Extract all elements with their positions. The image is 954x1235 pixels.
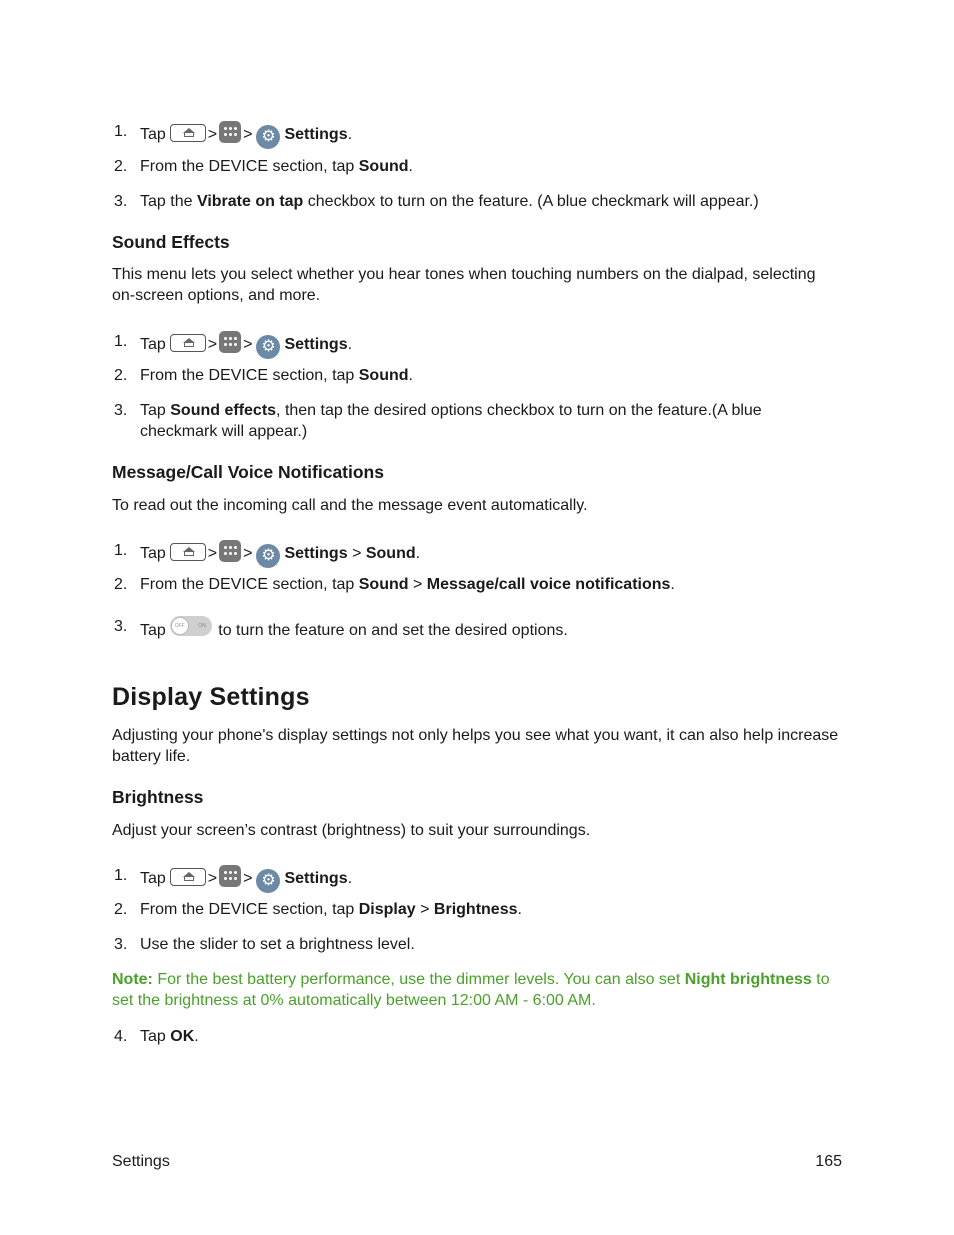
brightness-description: Adjust your screen’s contrast (brightness) to suit your surroundings. [112,822,591,839]
step-number: 1. [114,333,128,350]
step-tap-settings: Tap > > ⚙ Settings. [140,865,840,893]
home-icon [170,543,206,561]
apps-icon [219,540,241,562]
brightness-heading: Brightness [112,787,204,807]
step-number: 1. [114,542,128,559]
step-number: 4. [114,1028,128,1045]
display-settings-description: Adjusting your phone's display settings not only helps you see what you want, it can also help increase battery life. [112,727,839,765]
step-device-sound: From the DEVICE section, tap Sound. [140,158,413,175]
step-number: 2. [114,576,128,593]
apps-icon [219,121,241,143]
note: Note: For the best battery performance, use the dimmer levels. You can also set Night brightness to set the brightness at 0% automatically between 12:00 AM - 6:00 AM. [112,971,830,1009]
home-icon [170,868,206,886]
step-sound-effects: Tap Sound effects, then tap the desired options checkbox to turn on the feature.(A blue checkmark will appear.) [140,402,762,440]
toggle-switch-icon: OFF ON [170,616,212,636]
step-number: 2. [114,901,128,918]
apps-icon [219,865,241,887]
step-tap-settings-sound: Tap > > ⚙ Settings > Sound. [140,540,840,568]
sound-effects-description: This menu lets you select whether you hear tones when touching numbers on the dialpad, selecting on-screen options, and more. [112,266,816,304]
step-vibrate-on-tap: Tap the Vibrate on tap checkbox to turn on the feature. (A blue checkmark will appear.) [140,193,759,210]
step-tap-settings: Tap > > ⚙ Settings. [140,121,840,149]
step-number: 2. [114,158,128,175]
sound-effects-heading: Sound Effects [112,232,230,252]
step-tap-settings: Tap > > ⚙ Settings. [140,331,840,359]
apps-icon [219,331,241,353]
display-settings-heading: Display Settings [112,683,310,711]
step-number: 2. [114,367,128,384]
home-icon [170,334,206,352]
step-number: 1. [114,867,128,884]
settings-gear-icon: ⚙ [256,335,280,359]
settings-gear-icon: ⚙ [256,125,280,149]
footer-page-number: 165 [815,1153,842,1170]
step-toggle-feature: Tap OFF ON to turn the feature on and set the desired options. [140,616,840,641]
step-device-sound: From the DEVICE section, tap Sound. [140,367,413,384]
voice-notifications-heading: Message/Call Voice Notifications [112,462,384,482]
step-device-display-brightness: From the DEVICE section, tap Display > Brightness. [140,901,522,918]
footer-section-name: Settings [112,1153,170,1170]
settings-gear-icon: ⚙ [256,869,280,893]
voice-notifications-description: To read out the incoming call and the message event automatically. [112,497,588,514]
home-icon [170,124,206,142]
step-number: 3. [114,936,128,953]
step-number: 1. [114,123,128,140]
step-tap-ok: Tap OK. [140,1028,199,1045]
step-slider: Use the slider to set a brightness level. [140,936,415,953]
step-number: 3. [114,618,128,635]
step-number: 3. [114,402,128,419]
step-device-sound-voice: From the DEVICE section, tap Sound > Message/call voice notifications. [140,576,675,593]
step-number: 3. [114,193,128,210]
settings-gear-icon: ⚙ [256,544,280,568]
